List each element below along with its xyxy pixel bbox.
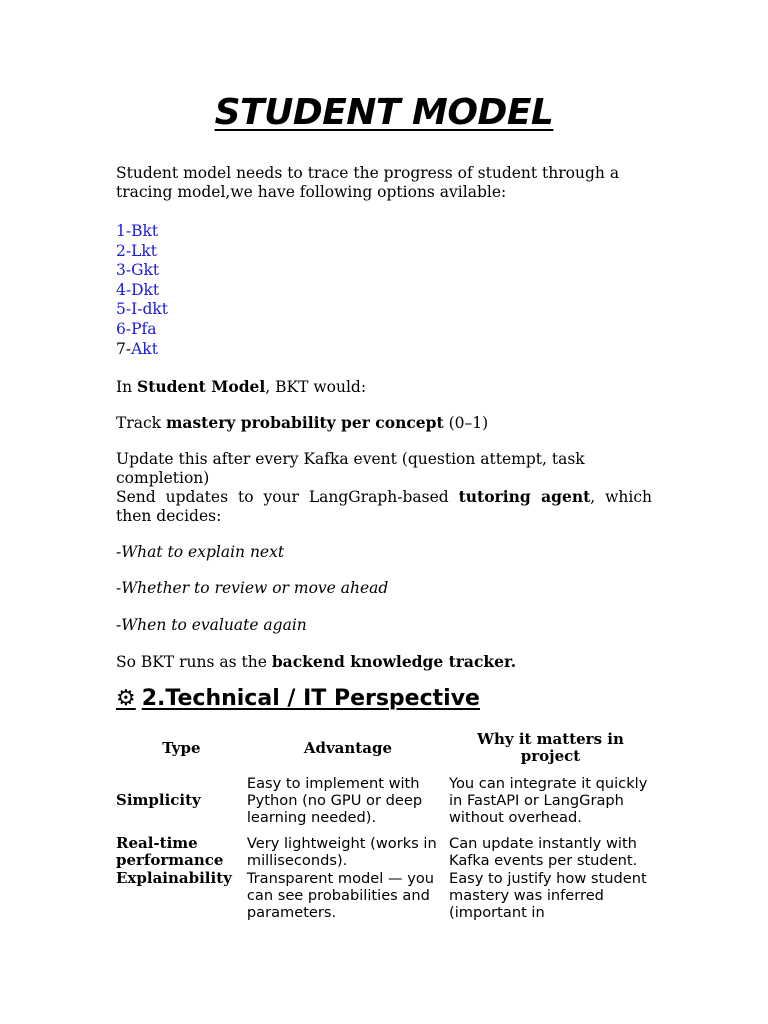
table-row — [116, 766, 652, 834]
why-cell: Can update instantly with Kafka events per student. — [449, 835, 638, 869]
list-item[interactable]: 5-I-dkt — [116, 300, 169, 319]
comparison-table — [116, 730, 652, 921]
table-header-row — [116, 730, 652, 766]
type-cell: Real-time performance — [116, 834, 224, 869]
bullet-item: -When to evaluate again — [116, 616, 307, 634]
why-cell: You can integrate it quickly in FastAPI or LangGraph without overhead. — [449, 774, 648, 826]
track-paragraph: Track mastery probability per concept (0–1) — [116, 413, 489, 432]
intro-paragraph: Student model needs to trace the progress of student through a tracing model,we have following options avilable: — [116, 164, 620, 201]
column-header: Why it matters in project — [477, 730, 624, 765]
tracing-options-list — [116, 222, 652, 359]
summary-paragraph: So BKT runs as the backend knowledge tracker. — [116, 652, 517, 671]
column-header: Type — [162, 738, 201, 757]
type-cell: Simplicity — [116, 790, 201, 809]
why-cell: Easy to justify how student mastery was inferred (important in — [449, 870, 647, 921]
list-item[interactable]: 1-Bkt — [116, 222, 159, 240]
bullet-item: -Whether to review or move ahead — [116, 579, 389, 597]
list-item[interactable]: 3-Gkt — [116, 261, 160, 280]
list-item[interactable]: 2-Lkt — [116, 241, 158, 260]
list-item[interactable]: 4-Dkt — [116, 280, 160, 299]
advantage-cell: Transparent model — you can see probabilities and parameters. — [246, 870, 435, 921]
update-paragraph: Update this after every Kafka event (question attempt, task completion) — [116, 450, 585, 487]
type-cell: Explainability — [116, 869, 232, 887]
send-paragraph: Send updates to your LangGraph-based tutoring agent, which then decides: — [116, 487, 652, 525]
advantage-cell: Easy to implement with Python (no GPU or deep learning needed). — [246, 774, 423, 826]
bkt-intro-paragraph: In Student Model, BKT would: — [116, 377, 367, 396]
table-row — [116, 834, 652, 870]
section-heading-text: 2.Technical / IT Perspective — [141, 686, 480, 711]
gear-icon: ⚙ — [116, 686, 136, 711]
list-item[interactable]: 6-Pfa — [116, 319, 157, 338]
bullet-item: -What to explain next — [116, 543, 285, 561]
table-row — [116, 870, 652, 921]
column-header: Advantage — [303, 738, 392, 757]
page-title: STUDENT MODEL — [214, 92, 554, 133]
list-item[interactable]: 7-Akt — [116, 339, 158, 358]
section-heading — [116, 686, 480, 711]
advantage-cell: Very lightweight (works in milliseconds). — [246, 835, 437, 869]
